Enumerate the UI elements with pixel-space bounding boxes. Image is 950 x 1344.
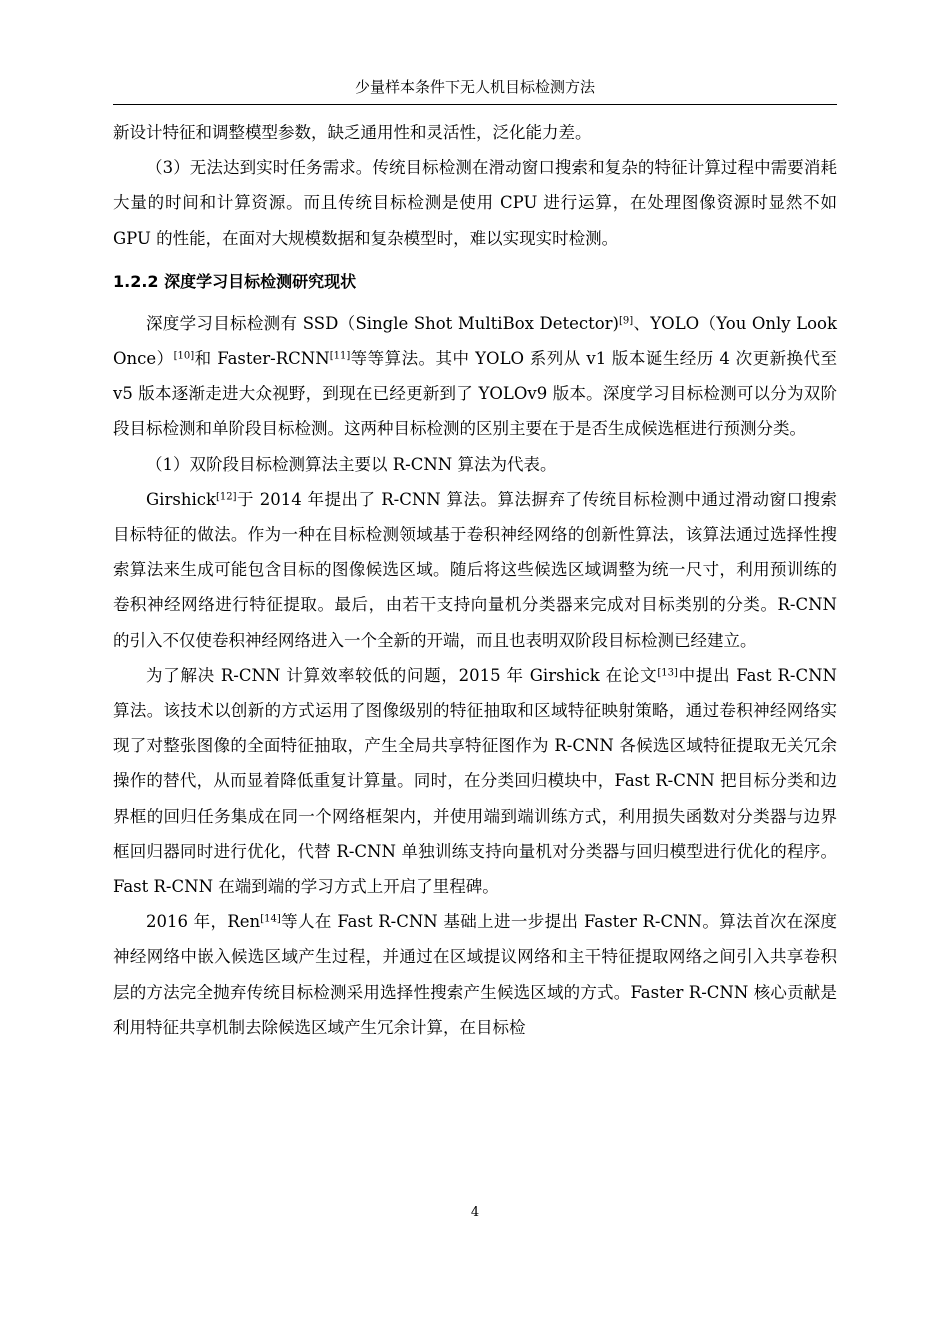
text-segment: 中提出 Fast R-CNN 算法。该技术以创新的方式运用了图像级别的特征抽取和区域特征映射策略，通过卷积神经网络实现了对整张图像的全面特征抽取，产生全局共享特征图作为 R-CNN 各候选区域特征提取无关冗余操作的替代，从而显着降低重复计算量。同时，在分类回归模块中，Fast R-CNN 把目标分类和边界框的回归任务集成在同一个网络框架内，并使用端到端训练方式，利用损失函数对分类器与边界框回归器同时进行优化，代替 R-CNN 单独训练支持向量机对分类器与回归模型进行优化的程序。Fast R-CNN 在端到端的学习方式上开启了里程碑。	[113, 665, 837, 897]
text-segment: 2016 年，Ren	[146, 912, 261, 932]
paragraph-rcnn	[113, 482, 837, 658]
text-segment: Girshick	[146, 489, 216, 509]
text-segment: 于 2014 年提出了 R-CNN 算法。算法摒弃了传统目标检测中通过滑动窗口搜索目标特征的做法。作为一种在目标检测领域基于卷积神经网络的创新性算法，该算法通过选择性搜索算法来生成可能包含目标的图像候选区域。随后将这些候选区域调整为统一尺寸，利用预训练的卷积神经网络进行特征提取。最后，由若干支持向量机分类器来完成对目标类别的分类。R-CNN 的引入不仅使卷积神经网络进入一个全新的开端，而且也表明双阶段目标检测已经建立。	[113, 489, 837, 650]
paragraph-realtime: （3）无法达到实时任务需求。传统目标检测在滑动窗口搜索和复杂的特征计算过程中需要消耗大量的时间和计算资源。而且传统目标检测是使用 CPU 进行运算，在处理图像资源时显然不如 GPU 的性能，在面对大规模数据和复杂模型时，难以实现实时检测。	[113, 158, 837, 248]
paragraph-deep-learning	[113, 306, 837, 447]
text-segment: 等人在 Fast R-CNN 基础上进一步提出 Faster R-CNN。算法首次在深度神经网络中嵌入候选区域产生过程，并通过在区域提议网络和主干特征提取网络之间引入共享卷积层的方法完全抛弃传统目标检测采用选择性搜索产生候选区域的方式。Faster R-CNN 核心贡献是利用特征共享机制去除候选区域产生冗余计算，在目标检	[113, 912, 837, 1037]
header-title: 少量样本条件下无人机目标检测方法	[354, 78, 595, 96]
section-heading: 1.2.2 深度学习目标检测研究现状	[113, 271, 357, 291]
text-segment: 等等算法。其中 YOLO 系列从 v1 版本诞生经历 4 次更新换代至 v5 版本逐渐走进大众视野，到现在已经更新到了 YOLOv9 版本。深度学习目标检测可以分为双阶段目标检测和单阶段目标检测。这两种目标检测的区别主要在于是否生成候选框进行预测分类。	[113, 349, 837, 439]
text-segment: 为了解决 R-CNN 计算效率较低的问题，2015 年 Girshick 在论文	[146, 665, 658, 685]
paragraph-two-stage: （1）双阶段目标检测算法主要以 R-CNN 算法为代表。	[146, 454, 557, 474]
text-segment: 深度学习目标检测有 SSD（Single Shot MultiBox Detector)	[146, 313, 619, 333]
citation-13: [13]	[657, 667, 678, 679]
paragraph-continuation: 新设计特征和调整模型参数，缺乏通用性和灵活性，泛化能力差。	[113, 123, 592, 142]
paragraph-fast-rcnn	[113, 658, 837, 904]
running-header	[113, 74, 837, 105]
citation-11: [11]	[329, 350, 351, 362]
citation-14: [14]	[260, 913, 281, 925]
citation-12: [12]	[215, 491, 237, 503]
text-segment: 和 Faster-RCNN	[194, 349, 330, 369]
page-number: 4	[470, 1205, 480, 1220]
citation-10: [10]	[173, 350, 195, 362]
citation-9: [9]	[619, 315, 634, 327]
text-segment: 、YOLO（You Only Look Once）	[113, 313, 837, 369]
paragraph-faster-rcnn	[113, 904, 837, 1045]
body-text	[113, 115, 837, 1045]
